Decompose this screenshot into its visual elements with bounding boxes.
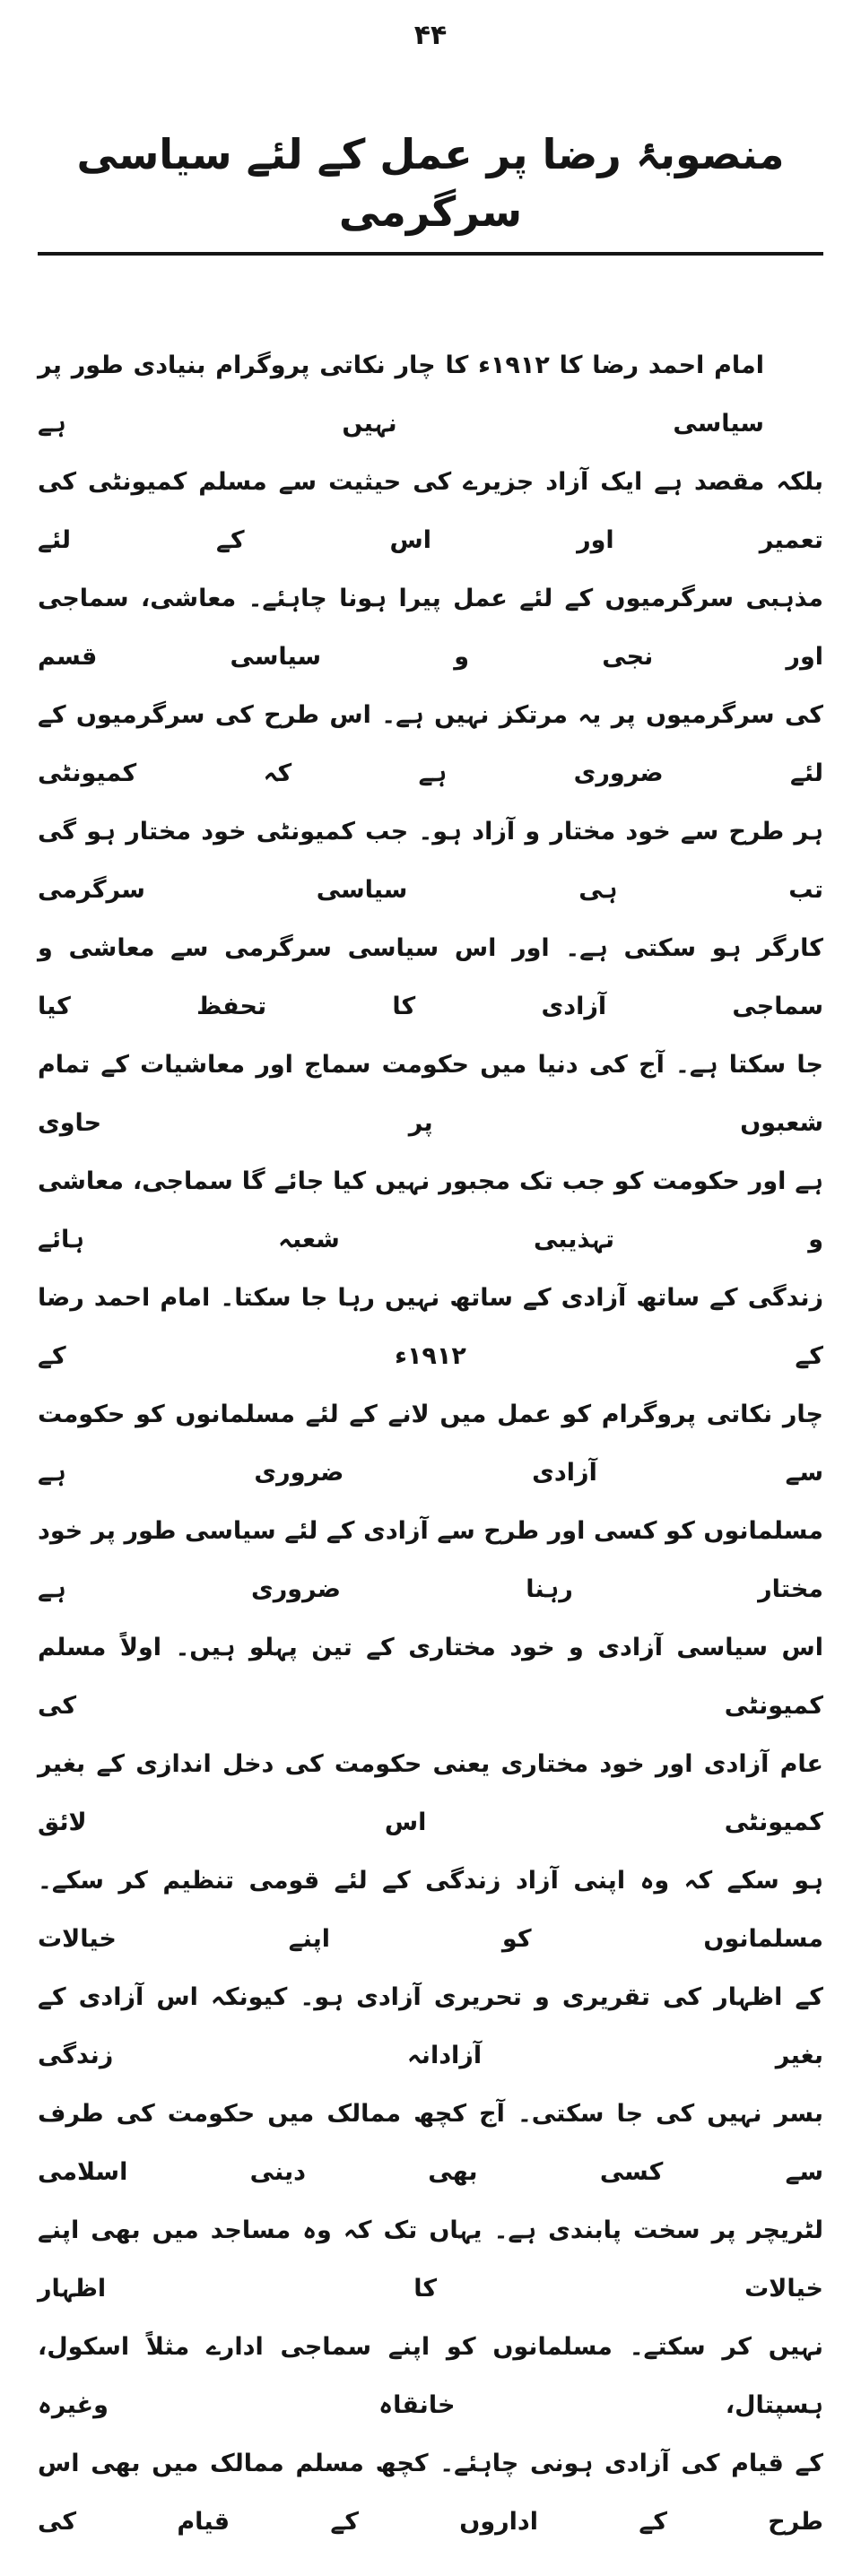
body-line: کے اظہار کی تقریری و تحریری آزادی ہو۔ کیونکہ اس آزادی کے بغیر آزادانہ زندگی	[38, 1983, 823, 2070]
body-line: امام احمد رضا کا ۱۹۱۲ء کا چار نکاتی پروگرام بنیادی طور پر سیاسی نہیں ہے	[38, 351, 764, 438]
body-line: لٹریچر پر سخت پابندی ہے۔ یہاں تک کہ وہ مساجد میں بھی اپنے خیالات کا اظہار	[38, 2216, 823, 2303]
page-number: ۴۴	[413, 20, 448, 51]
body-line: زندگی کے ساتھ آزادی کے ساتھ نہیں رہا جا سکتا۔ امام احمد رضا کے ۱۹۱۲ء کے	[38, 1284, 823, 1371]
body-text	[38, 336, 823, 2551]
body-line: نہیں کر سکتے۔ مسلمانوں کو اپنے سماجی ادارے مثلاً اسکول، ہسپتال، خانقاہ وغیرہ	[38, 2333, 823, 2420]
body-line: ہو سکے کہ وہ اپنی آزاد زندگی کے لئے قومی تنظیم کر سکے۔ مسلمانوں کو اپنے خیالات	[38, 1867, 823, 1954]
body-line: بلکہ مقصد ہے ایک آزاد جزیرے کی حیثیت سے مسلم کمیونٹی کی تعمیر اور اس کے لئے	[38, 468, 824, 555]
body-line: ہے اور حکومت کو جب تک مجبور نہیں کیا جائے گا سماجی، معاشی و تہذیبی شعبہ ہائے	[38, 1167, 823, 1254]
body-line: ہر طرح سے خود مختار و آزاد ہو۔ جب کمیونٹی خود مختار ہو گی تب ہی سیاسی سرگرمی	[38, 818, 823, 905]
body-line: چار نکاتی پروگرام کو عمل میں لانے کے لئے مسلمانوں کو حکومت سے آزادی ضروری ہے	[38, 1401, 823, 1487]
body-line: کی سرگرمیوں پر یہ مرتکز نہیں ہے۔ اس طرح کی سرگرمیوں کے لئے ضروری ہے کہ کمیونٹی	[38, 701, 823, 788]
body-line: اس سیاسی آزادی و خود مختاری کے تین پہلو ہیں۔ اولاً مسلم کمیونٹی کی	[38, 1634, 823, 1721]
body-line: کے قیام کی آزادی ہونی چاہئے۔ کچھ مسلم ممالک میں بھی اس طرح کے اداروں کے قیام کی	[38, 2450, 823, 2537]
body-line: جا سکتا ہے۔ آج کی دنیا میں حکومت سماج اور معاشیات کے تمام شعبوں پر حاوی	[38, 1051, 823, 1138]
body-line: مذہبی سرگرمیوں کے لئے عمل پیرا ہونا چاہئے۔ معاشی، سماجی اور نجی و سیاسی قسم	[38, 585, 823, 672]
page-title: منصوبۂ رضا پر عمل کے لئے سیاسی سرگرمی	[38, 126, 823, 256]
body-line: عام آزادی اور خود مختاری یعنی حکومت کی دخل اندازی کے بغیر کمیونٹی اس لائق	[38, 1750, 823, 1837]
title-container	[38, 98, 823, 282]
body-line: بسر نہیں کی جا سکتی۔ آج کچھ ممالک میں حکومت کی طرف سے کسی بھی دینی اسلامی	[38, 2100, 823, 2187]
body-line: مسلمانوں کو کسی اور طرح سے آزادی کے لئے سیاسی طور پر خود مختار رہنا ضروری ہے	[38, 1517, 823, 1604]
body-line: کارگر ہو سکتی ہے۔ اور اس سیاسی سرگرمی سے معاشی و سماجی آزادی کا تحفظ کیا	[38, 934, 823, 1021]
